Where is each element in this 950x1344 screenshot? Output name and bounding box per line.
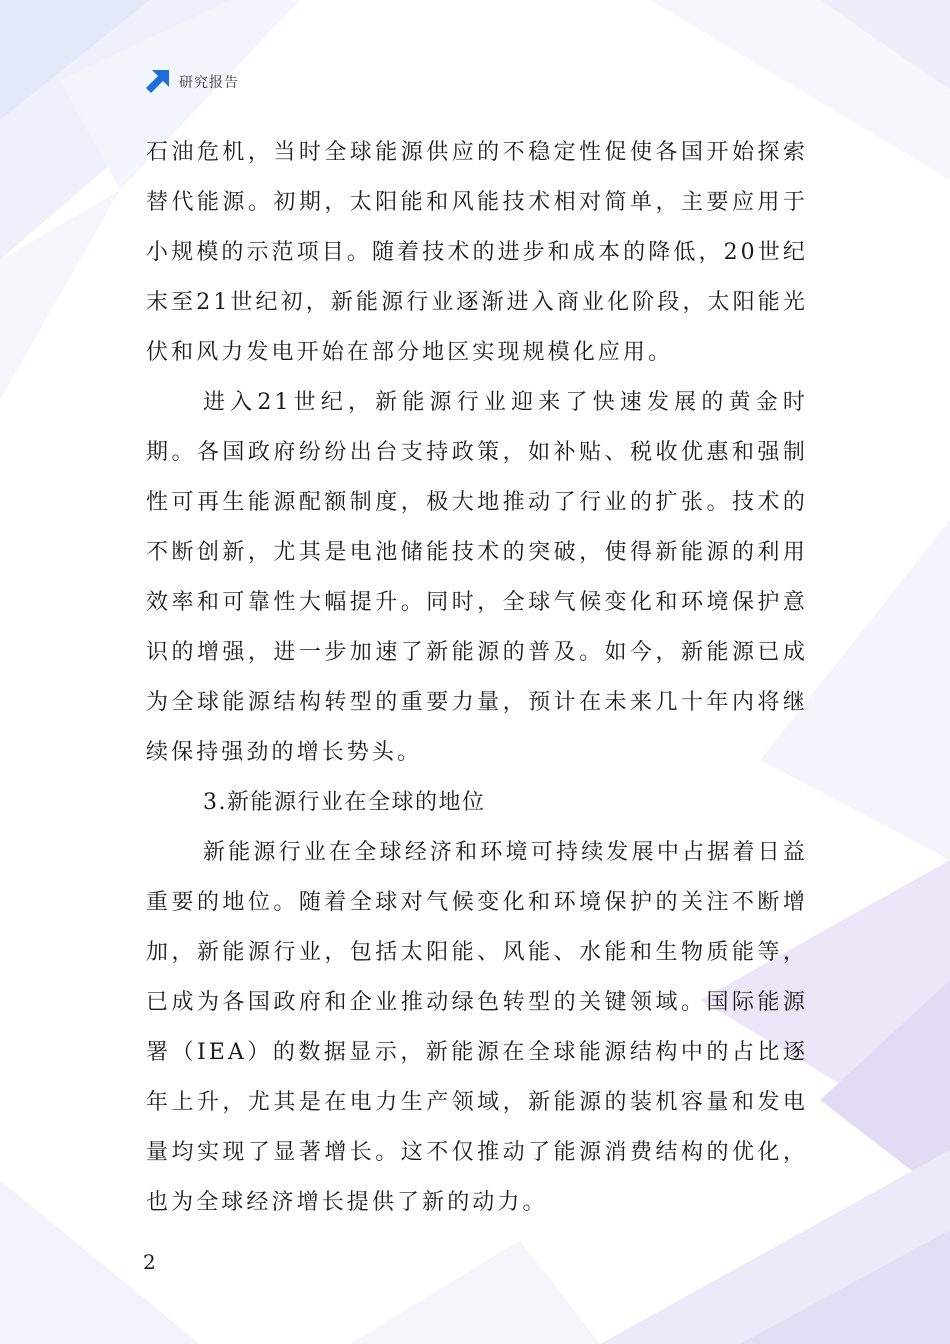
page-number: 2: [143, 1250, 156, 1274]
document-body: [146, 128, 808, 1228]
header-title: 研究报告: [179, 75, 239, 91]
paragraph: 进入21世纪，新能源行业迎来了快速发展的黄金时期。各国政府纷纷出台支持政策，如补贴、税收优惠和强制性可再生能源配额制度，极大地推动了行业的扩张。技术的不断创新，尤其是电池储能技术的突破，使得新能源的利用效率和可靠性大幅提升。同时，全球气候变化和环境保护意识的增强，进一步加速了新能源的普及。如今，新能源已成为全球能源结构转型的重要力量，预计在未来几十年内将继续保持强劲的增长势头。: [146, 390, 808, 765]
report-header: [143, 68, 239, 96]
paragraph: 新能源行业在全球经济和环境可持续发展中占据着日益重要的地位。随着全球对气候变化和环境保护的关注不断增加，新能源行业，包括太阳能、风能、水能和生物质能等，已成为各国政府和企业推动绿色转型的关键领域。国际能源署（IEA）的数据显示，新能源在全球能源结构中的占比逐年上升，尤其是在电力生产领域，新能源的装机容量和发电量均实现了显著增长。这不仅推动了能源消费结构的优化，也为全球经济增长提供了新的动力。: [146, 840, 808, 1215]
section-heading: 3.新能源行业在全球的地位: [203, 790, 486, 815]
paragraph: 石油危机，当时全球能源供应的不稳定性促使各国开始探索替代能源。初期，太阳能和风能技术相对简单，主要应用于小规模的示范项目。随着技术的进步和成本的降低，20世纪末至21世纪初，新能源行业逐渐进入商业化阶段，太阳能光伏和风力发电开始在部分地区实现规模化应用。: [146, 140, 808, 365]
arrow-up-right-icon: [143, 68, 171, 96]
